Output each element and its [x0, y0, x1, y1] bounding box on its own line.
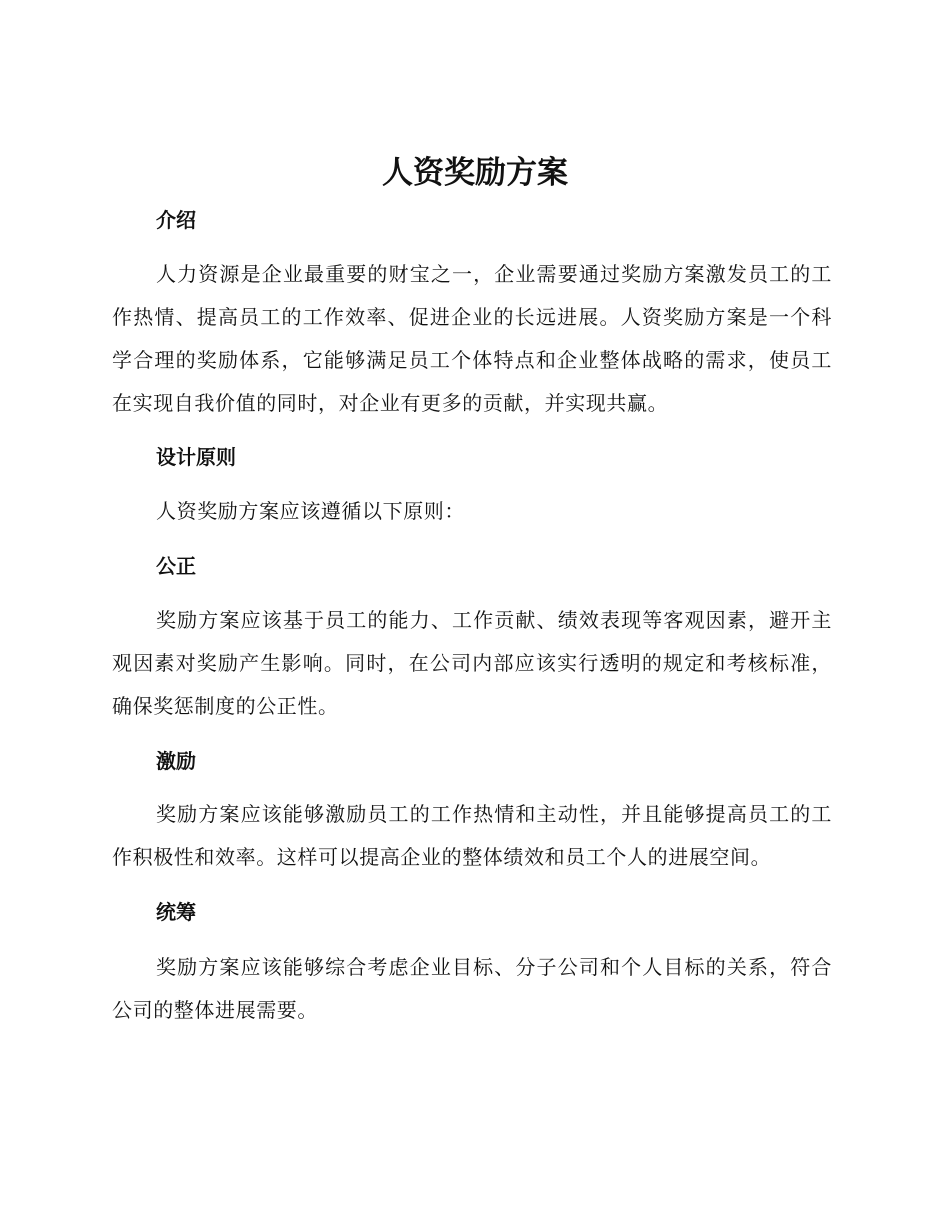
section-heading-design-principles: 设计原则 [156, 445, 236, 469]
section-paragraph-design-principles: 人资奖励方案应该遵循以下原则： [156, 499, 465, 523]
section-paragraph-fairness: 奖励方案应该基于员工的能力、工作贡献、绩效表现等客观因素，避开主观因素对奖励产生影响。同时，在公司内部应该实行透明的规定和考核标准，确保奖惩制度的公正性。 [112, 608, 832, 718]
section-heading-coordination: 统筹 [156, 900, 196, 924]
section-paragraph-coordination: 奖励方案应该能够综合考虑企业目标、分子公司和个人目标的关系，符合公司的整体进展需要。 [112, 955, 832, 1022]
document-title: 人资奖励方案 [382, 155, 568, 191]
section-paragraph-intro: 人力资源是企业最重要的财宝之一，企业需要通过奖励方案激发员工的工作热情、提高员工的工作效率、促进企业的长远进展。人资奖励方案是一个科学合理的奖励体系，它能够满足员工个体特点和企业整体战略的需求，使员工在实现自我价值的同时，对企业有更多的贡献，并实现共赢。 [112, 262, 832, 415]
section-heading-intro: 介绍 [156, 208, 196, 232]
section-paragraph-incentive: 奖励方案应该能够激励员工的工作热情和主动性，并且能够提高员工的工作积极性和效率。这样可以提高企业的整体绩效和员工个人的进展空间。 [112, 802, 832, 869]
section-heading-fairness: 公正 [156, 554, 196, 578]
section-heading-incentive: 激励 [156, 749, 196, 773]
